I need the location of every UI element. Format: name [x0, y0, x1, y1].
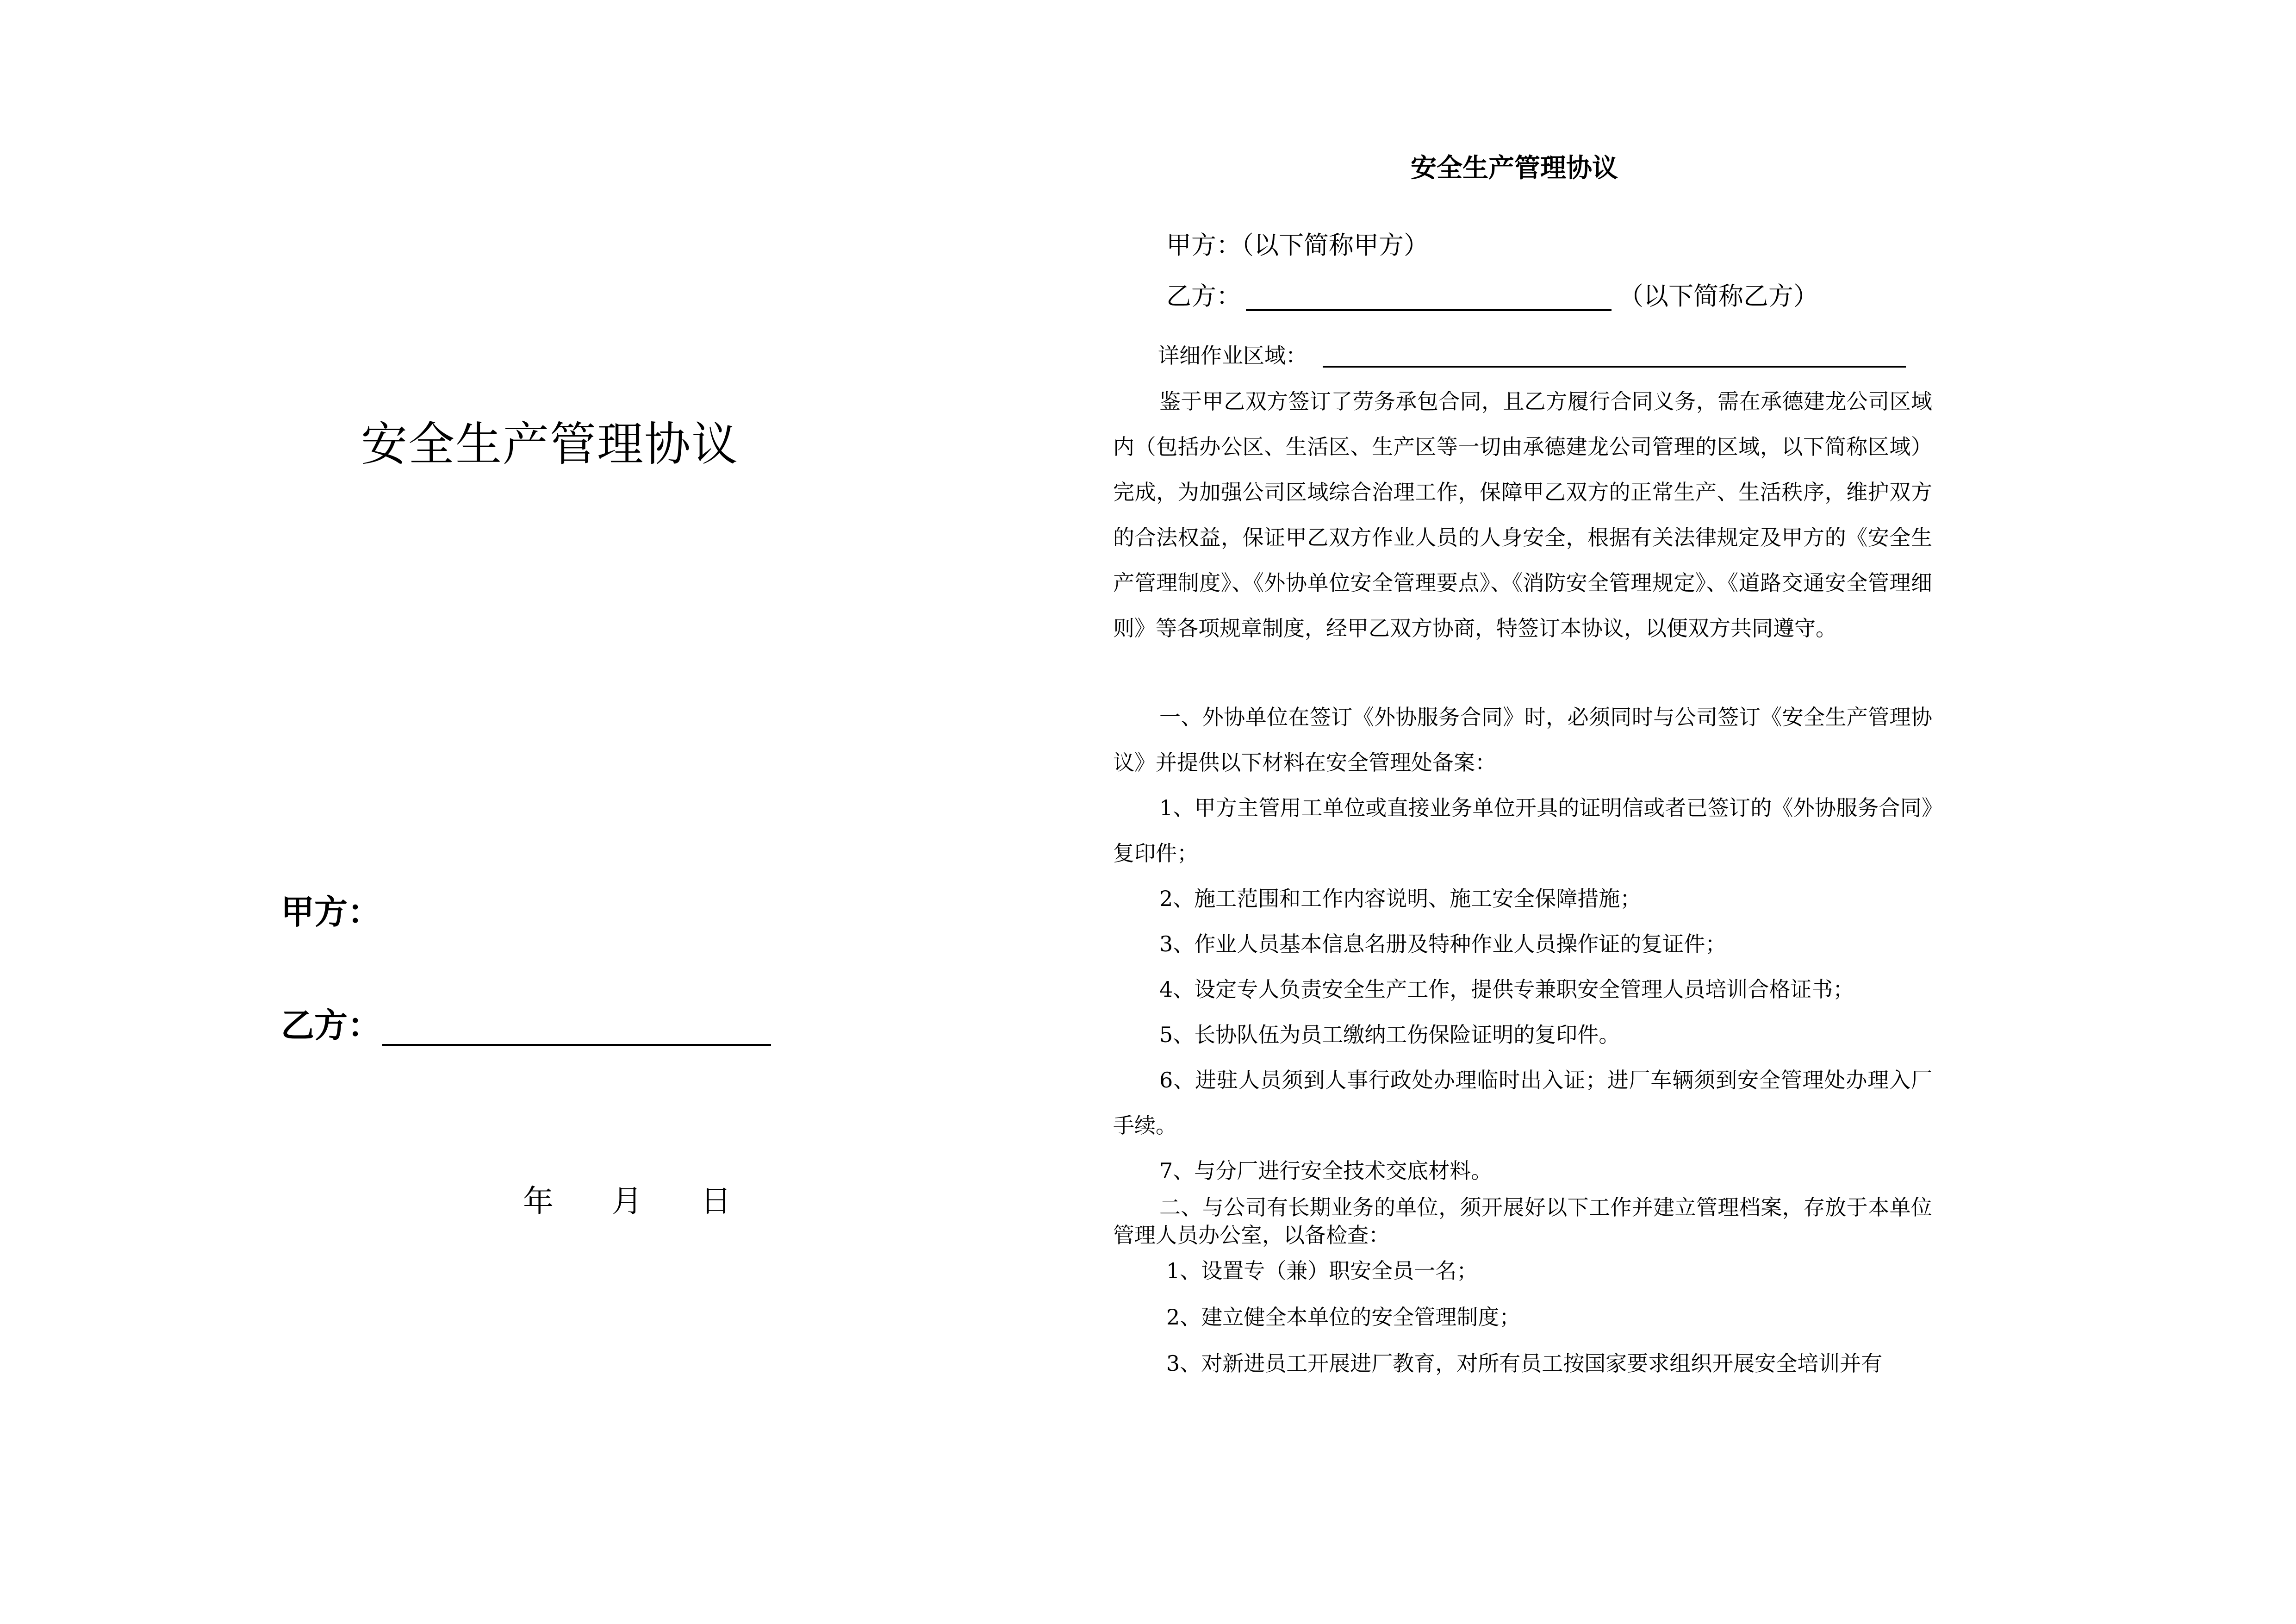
cover-page [0, 0, 1111, 1624]
party-b-label: 乙方： [1166, 281, 1241, 311]
list-item: 1、设置专（兼）职安全员一名； [1166, 1258, 1478, 1283]
list-item: 4、设定专人负责安全生产工作，提供专兼职安全管理人员培训合格证书； [1159, 977, 1854, 1002]
list-item: 2、施工范围和工作内容说明、施工安全保障措施； [1159, 886, 1642, 911]
cover-party-b-blank-line [382, 1044, 771, 1046]
list-item: 3、作业人员基本信息名册及特种作业人员操作证的复证件； [1159, 931, 1727, 956]
cover-party-b-label: 乙方： [281, 1006, 381, 1045]
cover-party-a-label: 甲方： [281, 892, 381, 931]
list-item: 7、与分厂进行安全技术交底材料。 [1159, 1158, 1493, 1183]
cover-date-line: 年 月 日 [523, 1183, 731, 1219]
work-area-blank-line [1323, 366, 1906, 368]
list-item: 5、长协队伍为员工缴纳工伤保险证明的复印件。 [1159, 1022, 1620, 1047]
agreement-title: 安全生产管理协议 [1411, 153, 1618, 183]
cover-title: 安全生产管理协议 [361, 417, 739, 471]
section-one-heading: 一、外协单位在签订《外协服务合同》时，必须同时与公司签订《安全生产管理协议》并提供以下材料在安全管理处备案： [1113, 705, 1932, 775]
list-item: 3、对新进员工开展进厂教育，对所有员工按国家要求组织开展安全培训并有 [1166, 1351, 1883, 1376]
party-b-suffix: （以下简称乙方） [1618, 281, 1818, 311]
section-two-heading: 二、与公司有长期业务的单位，须开展好以下工作并建立管理档案，存放于本单位管理人员办公室，以备检查： [1113, 1195, 1932, 1248]
list-item: 1、甲方主管用工单位或直接业务单位开具的证明信或者已签订的《外协服务合同》复印件； [1113, 795, 1932, 866]
list-item: 6、进驻人员须到人事行政处办理临时出入证；进厂车辆须到安全管理处办理入厂手续。 [1113, 1068, 1932, 1138]
work-area-label: 详细作业区域： [1158, 343, 1307, 368]
preamble-paragraph: 鉴于甲乙双方签订了劳务承包合同，且乙方履行合同义务，需在承德建龙公司区域内（包括办公区、生活区、生产区等一切由承德建龙公司管理的区域，以下简称区域）完成，为加强公司区域综合治理工作，保障甲乙双方的正常生产、生活秩序，维护双方的合法权益，保证甲乙双方作业人员的人身安全，根据有关法律规定及甲方的《安全生产管理制度》、《外协单位安全管理要点》、《消防安全管理规定》、《道路交通安全管理细则》等各项规章制度，经甲乙双方协商，特签订本协议，以便双方共同遵守。 [1113, 389, 1932, 641]
list-item: 2、建立健全本单位的安全管理制度； [1166, 1305, 1521, 1330]
party-b-blank-line [1246, 309, 1612, 311]
party-a-line: 甲方：（以下简称甲方） [1166, 231, 1429, 260]
